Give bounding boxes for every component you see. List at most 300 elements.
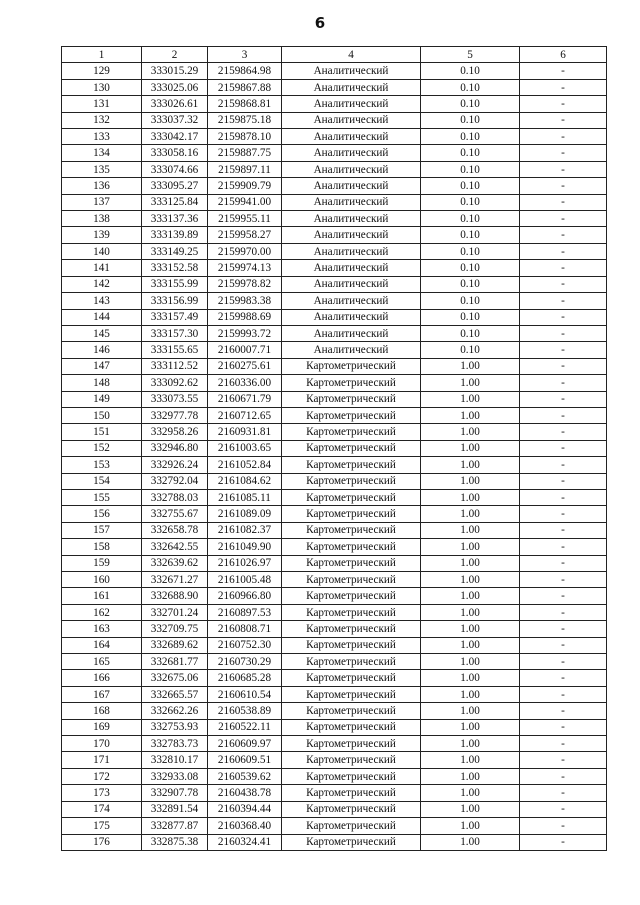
method-cell: Картометрический — [282, 506, 421, 522]
x-coordinate-cell: 332642.55 — [142, 539, 208, 555]
x-coordinate-cell: 332788.03 — [142, 489, 208, 505]
accuracy-cell: 1.00 — [421, 489, 520, 505]
method-cell: Картометрический — [282, 752, 421, 768]
x-coordinate-cell: 333092.62 — [142, 375, 208, 391]
point-number-cell: 137 — [62, 194, 142, 210]
x-coordinate-cell: 332946.80 — [142, 440, 208, 456]
point-number-cell: 148 — [62, 375, 142, 391]
x-coordinate-cell: 333155.99 — [142, 276, 208, 292]
accuracy-cell: 1.00 — [421, 703, 520, 719]
y-coordinate-cell: 2160931.81 — [208, 424, 282, 440]
method-cell: Аналитический — [282, 194, 421, 210]
table-row — [62, 63, 607, 79]
point-number-cell: 159 — [62, 555, 142, 571]
method-cell: Аналитический — [282, 145, 421, 161]
x-coordinate-cell: 332958.26 — [142, 424, 208, 440]
accuracy-cell: 0.10 — [421, 112, 520, 128]
x-coordinate-cell: 333058.16 — [142, 145, 208, 161]
accuracy-cell: 1.00 — [421, 768, 520, 784]
x-coordinate-cell: 333155.65 — [142, 342, 208, 358]
accuracy-cell: 1.00 — [421, 752, 520, 768]
point-number-cell: 150 — [62, 407, 142, 423]
point-number-cell: 155 — [62, 489, 142, 505]
point-number-cell: 176 — [62, 834, 142, 850]
x-coordinate-cell: 333157.49 — [142, 309, 208, 325]
table-row — [62, 604, 607, 620]
accuracy-cell: 0.10 — [421, 342, 520, 358]
note-cell: - — [520, 293, 607, 309]
point-number-cell: 140 — [62, 243, 142, 259]
y-coordinate-cell: 2160966.80 — [208, 588, 282, 604]
method-cell: Картометрический — [282, 358, 421, 374]
note-cell: - — [520, 112, 607, 128]
point-number-cell: 162 — [62, 604, 142, 620]
method-cell: Картометрический — [282, 621, 421, 637]
y-coordinate-cell: 2160610.54 — [208, 686, 282, 702]
method-cell: Аналитический — [282, 260, 421, 276]
point-number-cell: 136 — [62, 178, 142, 194]
y-coordinate-cell: 2159941.00 — [208, 194, 282, 210]
accuracy-cell: 1.00 — [421, 522, 520, 538]
point-number-cell: 168 — [62, 703, 142, 719]
accuracy-cell: 0.10 — [421, 227, 520, 243]
table-row — [62, 834, 607, 850]
table-row — [62, 539, 607, 555]
note-cell: - — [520, 211, 607, 227]
accuracy-cell: 0.10 — [421, 145, 520, 161]
point-number-cell: 158 — [62, 539, 142, 555]
method-cell: Картометрический — [282, 555, 421, 571]
accuracy-cell: 1.00 — [421, 670, 520, 686]
table-row — [62, 260, 607, 276]
point-number-cell: 173 — [62, 785, 142, 801]
y-coordinate-cell: 2159983.38 — [208, 293, 282, 309]
y-coordinate-cell: 2161049.90 — [208, 539, 282, 555]
note-cell: - — [520, 818, 607, 834]
y-coordinate-cell: 2160712.65 — [208, 407, 282, 423]
method-cell: Картометрический — [282, 785, 421, 801]
method-cell: Аналитический — [282, 309, 421, 325]
table-row — [62, 112, 607, 128]
x-coordinate-cell: 332877.87 — [142, 818, 208, 834]
y-coordinate-cell: 2160685.28 — [208, 670, 282, 686]
accuracy-cell: 0.10 — [421, 194, 520, 210]
point-number-cell: 166 — [62, 670, 142, 686]
table-row — [62, 555, 607, 571]
accuracy-cell: 0.10 — [421, 161, 520, 177]
y-coordinate-cell: 2159974.13 — [208, 260, 282, 276]
point-number-cell: 151 — [62, 424, 142, 440]
note-cell: - — [520, 473, 607, 489]
accuracy-cell: 1.00 — [421, 801, 520, 817]
table-row — [62, 785, 607, 801]
y-coordinate-cell: 2161003.65 — [208, 440, 282, 456]
x-coordinate-cell: 333037.32 — [142, 112, 208, 128]
y-coordinate-cell: 2161052.84 — [208, 457, 282, 473]
table-row — [62, 703, 607, 719]
note-cell: - — [520, 539, 607, 555]
method-cell: Картометрический — [282, 654, 421, 670]
y-coordinate-cell: 2160538.89 — [208, 703, 282, 719]
x-coordinate-cell: 332926.24 — [142, 457, 208, 473]
table-row — [62, 407, 607, 423]
method-cell: Картометрический — [282, 539, 421, 555]
accuracy-cell: 1.00 — [421, 604, 520, 620]
y-coordinate-cell: 2160394.44 — [208, 801, 282, 817]
x-coordinate-cell: 332755.67 — [142, 506, 208, 522]
note-cell: - — [520, 260, 607, 276]
note-cell: - — [520, 276, 607, 292]
y-coordinate-cell: 2161082.37 — [208, 522, 282, 538]
y-coordinate-cell: 2159878.10 — [208, 129, 282, 145]
header-row — [62, 47, 607, 63]
x-coordinate-cell: 333112.52 — [142, 358, 208, 374]
y-coordinate-cell: 2159867.88 — [208, 79, 282, 95]
accuracy-cell: 1.00 — [421, 621, 520, 637]
method-cell: Картометрический — [282, 801, 421, 817]
point-number-cell: 164 — [62, 637, 142, 653]
accuracy-cell: 1.00 — [421, 637, 520, 653]
table-row — [62, 473, 607, 489]
table-row — [62, 358, 607, 374]
point-number-cell: 172 — [62, 768, 142, 784]
accuracy-cell: 1.00 — [421, 391, 520, 407]
point-number-cell: 160 — [62, 572, 142, 588]
x-coordinate-cell: 332639.62 — [142, 555, 208, 571]
note-cell: - — [520, 194, 607, 210]
y-coordinate-cell: 2159958.27 — [208, 227, 282, 243]
x-coordinate-cell: 333073.55 — [142, 391, 208, 407]
note-cell: - — [520, 325, 607, 341]
method-cell: Картометрический — [282, 686, 421, 702]
page-number: 6 — [314, 14, 326, 32]
note-cell: - — [520, 768, 607, 784]
point-number-cell: 144 — [62, 309, 142, 325]
table-row — [62, 309, 607, 325]
y-coordinate-cell: 2160275.61 — [208, 358, 282, 374]
note-cell: - — [520, 358, 607, 374]
table-row — [62, 325, 607, 341]
table-row — [62, 178, 607, 194]
note-cell: - — [520, 129, 607, 145]
note-cell: - — [520, 227, 607, 243]
point-number-cell: 154 — [62, 473, 142, 489]
x-coordinate-cell: 332689.62 — [142, 637, 208, 653]
y-coordinate-cell: 2161089.09 — [208, 506, 282, 522]
point-number-cell: 138 — [62, 211, 142, 227]
point-number-cell: 167 — [62, 686, 142, 702]
note-cell: - — [520, 752, 607, 768]
point-number-cell: 129 — [62, 63, 142, 79]
point-number-cell: 135 — [62, 161, 142, 177]
table-row — [62, 736, 607, 752]
point-number-cell: 134 — [62, 145, 142, 161]
accuracy-cell: 0.10 — [421, 260, 520, 276]
accuracy-cell: 1.00 — [421, 440, 520, 456]
method-cell: Аналитический — [282, 342, 421, 358]
note-cell: - — [520, 489, 607, 505]
note-cell: - — [520, 457, 607, 473]
point-number-cell: 153 — [62, 457, 142, 473]
note-cell: - — [520, 654, 607, 670]
table-row — [62, 129, 607, 145]
accuracy-cell: 0.10 — [421, 243, 520, 259]
point-number-cell: 143 — [62, 293, 142, 309]
x-coordinate-cell: 332792.04 — [142, 473, 208, 489]
point-number-cell: 161 — [62, 588, 142, 604]
table-row — [62, 621, 607, 637]
x-coordinate-cell: 333074.66 — [142, 161, 208, 177]
table-row — [62, 637, 607, 653]
y-coordinate-cell: 2159978.82 — [208, 276, 282, 292]
header-cell: 2 — [142, 47, 208, 63]
accuracy-cell: 1.00 — [421, 506, 520, 522]
y-coordinate-cell: 2160671.79 — [208, 391, 282, 407]
y-coordinate-cell: 2159887.75 — [208, 145, 282, 161]
point-number-cell: 146 — [62, 342, 142, 358]
x-coordinate-cell: 333137.36 — [142, 211, 208, 227]
method-cell: Картометрический — [282, 834, 421, 850]
table-row — [62, 489, 607, 505]
point-number-cell: 169 — [62, 719, 142, 735]
x-coordinate-cell: 332671.27 — [142, 572, 208, 588]
method-cell: Картометрический — [282, 818, 421, 834]
method-cell: Картометрический — [282, 375, 421, 391]
note-cell: - — [520, 342, 607, 358]
x-coordinate-cell: 332688.90 — [142, 588, 208, 604]
x-coordinate-cell: 332875.38 — [142, 834, 208, 850]
accuracy-cell: 0.10 — [421, 211, 520, 227]
note-cell: - — [520, 801, 607, 817]
method-cell: Аналитический — [282, 96, 421, 112]
note-cell: - — [520, 588, 607, 604]
accuracy-cell: 1.00 — [421, 424, 520, 440]
note-cell: - — [520, 834, 607, 850]
accuracy-cell: 1.00 — [421, 555, 520, 571]
table-row — [62, 293, 607, 309]
y-coordinate-cell: 2161085.11 — [208, 489, 282, 505]
point-number-cell: 171 — [62, 752, 142, 768]
table-row — [62, 801, 607, 817]
accuracy-cell: 0.10 — [421, 325, 520, 341]
note-cell: - — [520, 96, 607, 112]
note-cell: - — [520, 670, 607, 686]
note-cell: - — [520, 736, 607, 752]
x-coordinate-cell: 333095.27 — [142, 178, 208, 194]
method-cell: Картометрический — [282, 588, 421, 604]
note-cell: - — [520, 637, 607, 653]
note-cell: - — [520, 785, 607, 801]
note-cell: - — [520, 555, 607, 571]
table-row — [62, 243, 607, 259]
table-row — [62, 145, 607, 161]
method-cell: Аналитический — [282, 293, 421, 309]
table-header — [62, 47, 607, 63]
accuracy-cell: 1.00 — [421, 785, 520, 801]
note-cell: - — [520, 604, 607, 620]
table-row — [62, 768, 607, 784]
accuracy-cell: 0.10 — [421, 178, 520, 194]
y-coordinate-cell: 2159988.69 — [208, 309, 282, 325]
table-row — [62, 686, 607, 702]
x-coordinate-cell: 333025.06 — [142, 79, 208, 95]
table-row — [62, 752, 607, 768]
table-row — [62, 194, 607, 210]
table-body — [62, 63, 607, 851]
method-cell: Аналитический — [282, 325, 421, 341]
x-coordinate-cell: 332675.06 — [142, 670, 208, 686]
y-coordinate-cell: 2160368.40 — [208, 818, 282, 834]
accuracy-cell: 1.00 — [421, 375, 520, 391]
table-row — [62, 375, 607, 391]
x-coordinate-cell: 332810.17 — [142, 752, 208, 768]
y-coordinate-cell: 2160752.30 — [208, 637, 282, 653]
note-cell: - — [520, 407, 607, 423]
method-cell: Аналитический — [282, 243, 421, 259]
accuracy-cell: 1.00 — [421, 457, 520, 473]
x-coordinate-cell: 333015.29 — [142, 63, 208, 79]
point-number-cell: 157 — [62, 522, 142, 538]
point-number-cell: 142 — [62, 276, 142, 292]
x-coordinate-cell: 332662.26 — [142, 703, 208, 719]
y-coordinate-cell: 2160336.00 — [208, 375, 282, 391]
x-coordinate-cell: 332783.73 — [142, 736, 208, 752]
accuracy-cell: 1.00 — [421, 473, 520, 489]
note-cell: - — [520, 703, 607, 719]
accuracy-cell: 1.00 — [421, 572, 520, 588]
header-cell: 1 — [62, 47, 142, 63]
accuracy-cell: 0.10 — [421, 129, 520, 145]
method-cell: Картометрический — [282, 703, 421, 719]
accuracy-cell: 0.10 — [421, 276, 520, 292]
point-number-cell: 152 — [62, 440, 142, 456]
accuracy-cell: 0.10 — [421, 293, 520, 309]
x-coordinate-cell: 332907.78 — [142, 785, 208, 801]
accuracy-cell: 1.00 — [421, 736, 520, 752]
note-cell: - — [520, 719, 607, 735]
x-coordinate-cell: 332658.78 — [142, 522, 208, 538]
method-cell: Картометрический — [282, 473, 421, 489]
method-cell: Аналитический — [282, 227, 421, 243]
point-number-cell: 133 — [62, 129, 142, 145]
table-row — [62, 572, 607, 588]
note-cell: - — [520, 243, 607, 259]
y-coordinate-cell: 2159897.11 — [208, 161, 282, 177]
x-coordinate-cell: 333157.30 — [142, 325, 208, 341]
method-cell: Картометрический — [282, 489, 421, 505]
table-row — [62, 457, 607, 473]
accuracy-cell: 1.00 — [421, 719, 520, 735]
table-row — [62, 79, 607, 95]
note-cell: - — [520, 375, 607, 391]
point-number-cell: 149 — [62, 391, 142, 407]
method-cell: Картометрический — [282, 719, 421, 735]
coordinates-table — [61, 46, 607, 851]
method-cell: Картометрический — [282, 670, 421, 686]
table-row — [62, 818, 607, 834]
y-coordinate-cell: 2160808.71 — [208, 621, 282, 637]
x-coordinate-cell: 333125.84 — [142, 194, 208, 210]
note-cell: - — [520, 424, 607, 440]
method-cell: Аналитический — [282, 129, 421, 145]
point-number-cell: 163 — [62, 621, 142, 637]
y-coordinate-cell: 2160609.97 — [208, 736, 282, 752]
y-coordinate-cell: 2160539.62 — [208, 768, 282, 784]
y-coordinate-cell: 2161084.62 — [208, 473, 282, 489]
y-coordinate-cell: 2159875.18 — [208, 112, 282, 128]
accuracy-cell: 1.00 — [421, 407, 520, 423]
accuracy-cell: 0.10 — [421, 309, 520, 325]
point-number-cell: 139 — [62, 227, 142, 243]
point-number-cell: 170 — [62, 736, 142, 752]
method-cell: Картометрический — [282, 604, 421, 620]
method-cell: Аналитический — [282, 112, 421, 128]
y-coordinate-cell: 2160522.11 — [208, 719, 282, 735]
accuracy-cell: 0.10 — [421, 96, 520, 112]
point-number-cell: 145 — [62, 325, 142, 341]
table-row — [62, 588, 607, 604]
y-coordinate-cell: 2159970.00 — [208, 243, 282, 259]
accuracy-cell: 1.00 — [421, 588, 520, 604]
method-cell: Аналитический — [282, 161, 421, 177]
y-coordinate-cell: 2159909.79 — [208, 178, 282, 194]
method-cell: Картометрический — [282, 407, 421, 423]
y-coordinate-cell: 2159864.98 — [208, 63, 282, 79]
note-cell: - — [520, 621, 607, 637]
method-cell: Картометрический — [282, 391, 421, 407]
point-number-cell: 131 — [62, 96, 142, 112]
table-row — [62, 440, 607, 456]
x-coordinate-cell: 332933.08 — [142, 768, 208, 784]
table-row — [62, 211, 607, 227]
method-cell: Картометрический — [282, 424, 421, 440]
x-coordinate-cell: 332709.75 — [142, 621, 208, 637]
note-cell: - — [520, 63, 607, 79]
method-cell: Аналитический — [282, 276, 421, 292]
table-row — [62, 424, 607, 440]
y-coordinate-cell: 2160438.78 — [208, 785, 282, 801]
method-cell: Картометрический — [282, 736, 421, 752]
point-number-cell: 141 — [62, 260, 142, 276]
point-number-cell: 165 — [62, 654, 142, 670]
table-row — [62, 342, 607, 358]
table-row — [62, 670, 607, 686]
method-cell: Картометрический — [282, 572, 421, 588]
note-cell: - — [520, 309, 607, 325]
accuracy-cell: 1.00 — [421, 539, 520, 555]
y-coordinate-cell: 2160897.53 — [208, 604, 282, 620]
x-coordinate-cell: 333149.25 — [142, 243, 208, 259]
table-row — [62, 719, 607, 735]
note-cell: - — [520, 506, 607, 522]
note-cell: - — [520, 522, 607, 538]
y-coordinate-cell: 2159993.72 — [208, 325, 282, 341]
x-coordinate-cell: 332701.24 — [142, 604, 208, 620]
accuracy-cell: 1.00 — [421, 654, 520, 670]
note-cell: - — [520, 572, 607, 588]
accuracy-cell: 0.10 — [421, 79, 520, 95]
accuracy-cell: 1.00 — [421, 834, 520, 850]
method-cell: Картометрический — [282, 637, 421, 653]
point-number-cell: 156 — [62, 506, 142, 522]
table-row — [62, 654, 607, 670]
y-coordinate-cell: 2160324.41 — [208, 834, 282, 850]
note-cell: - — [520, 161, 607, 177]
method-cell: Аналитический — [282, 211, 421, 227]
header-cell: 6 — [520, 47, 607, 63]
accuracy-cell: 1.00 — [421, 686, 520, 702]
method-cell: Аналитический — [282, 79, 421, 95]
